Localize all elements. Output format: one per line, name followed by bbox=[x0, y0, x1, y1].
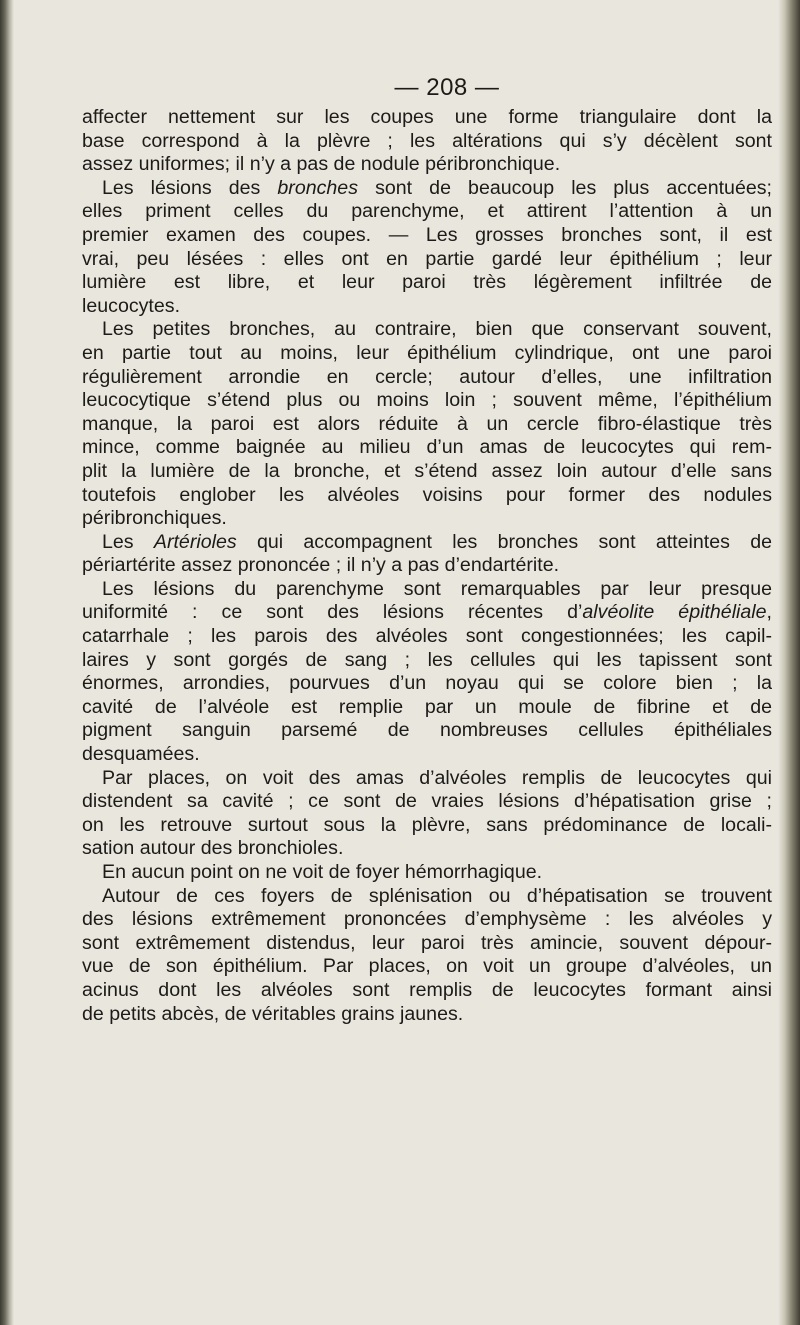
text-run: manque, la paroi est alors réduite à un cercle fibro-élastique très bbox=[82, 412, 772, 435]
text-line bbox=[82, 106, 772, 130]
scan-edge-left bbox=[0, 0, 14, 1325]
text-run: énormes, arrondies, pourvues d’un noyau qui se colore bien ; la bbox=[82, 672, 772, 695]
italic-term: alvéolite épithéliale bbox=[582, 601, 767, 624]
text-run: qui accompagnent les bronches sont atteintes de bbox=[236, 530, 772, 553]
text-run: de petits abcès, de véritables grains jaunes. bbox=[82, 1002, 464, 1025]
scan-edge-right bbox=[778, 0, 800, 1325]
page-number: — 208 — bbox=[394, 74, 500, 101]
text-run: Par places, on voit des amas d’alvéoles remplis de leucocytes qui bbox=[102, 766, 772, 789]
text-line bbox=[82, 248, 772, 272]
text-run: catarrhale ; les parois des alvéoles sont congestionnées; les capil- bbox=[82, 625, 772, 648]
text-line bbox=[82, 672, 772, 696]
text-run: des lésions extrêmement prononcées d’emphysème : les alvéoles y bbox=[82, 908, 772, 931]
text-line bbox=[82, 389, 772, 413]
text-line bbox=[82, 837, 772, 861]
text-line bbox=[82, 342, 772, 366]
text-line bbox=[82, 814, 772, 838]
text-line bbox=[82, 130, 772, 154]
text-run: périartérite assez prononcée ; il n’y a pas d’endartérite. bbox=[82, 554, 560, 577]
text-line bbox=[82, 908, 772, 932]
text-line bbox=[82, 625, 772, 649]
text-line bbox=[82, 578, 772, 602]
text-line bbox=[82, 790, 772, 814]
text-run: Autour de ces foyers de splénisation ou d’hépatisation se trouvent bbox=[102, 884, 772, 907]
text-run: Les lésions des bbox=[102, 176, 278, 199]
text-line bbox=[82, 932, 772, 956]
text-run: sation autour des bronchioles. bbox=[82, 837, 344, 860]
text-run: sont de beaucoup les plus accentuées; bbox=[358, 176, 772, 199]
text-run: toutefois englober les alvéoles voisins pour former des nodules bbox=[82, 483, 772, 506]
text-line bbox=[82, 224, 772, 248]
text-run: on les retrouve surtout sous la plèvre, sans prédominance de locali- bbox=[82, 813, 772, 836]
text-line bbox=[82, 767, 772, 791]
text-line bbox=[82, 601, 772, 625]
text-run: mince, comme baignée au milieu d’un amas de leucocytes qui rem- bbox=[82, 436, 772, 459]
text-run: cavité de l’alvéole est remplie par un moule de fibrine et de bbox=[82, 695, 772, 718]
text-run: laires y sont gorgés de sang ; les cellules qui les tapissent sont bbox=[82, 648, 772, 671]
text-line bbox=[82, 177, 772, 201]
text-line bbox=[82, 318, 772, 342]
text-line bbox=[82, 649, 772, 673]
text-run: assez uniformes; il n’y a pas de nodule péribronchique. bbox=[82, 153, 561, 176]
text-line bbox=[82, 885, 772, 909]
text-run: , bbox=[766, 601, 772, 624]
text-line bbox=[82, 484, 772, 508]
text-run: desquamées. bbox=[82, 743, 200, 766]
text-run: plit la lumière de la bronche, et s’étend assez loin autour d’elle sans bbox=[82, 459, 772, 482]
text-run: lumière est libre, et leur paroi très légèrement infiltrée de bbox=[82, 271, 772, 294]
text-line bbox=[82, 979, 772, 1003]
text-run: distendent sa cavité ; ce sont de vraies lésions d’hépatisation grise ; bbox=[82, 790, 772, 813]
text-run: elles priment celles du parenchyme, et attirent l’attention à un bbox=[82, 200, 772, 223]
italic-term: bronches bbox=[277, 176, 358, 199]
text-line bbox=[82, 295, 772, 319]
text-line bbox=[82, 955, 772, 979]
text-line bbox=[82, 413, 772, 437]
text-run: uniformité : ce sont des lésions récentes d’ bbox=[82, 601, 583, 624]
text-line bbox=[82, 507, 772, 531]
text-run: en partie tout au moins, leur épithélium cylindrique, ont une paroi bbox=[82, 341, 772, 364]
text-line bbox=[82, 719, 772, 743]
text-line bbox=[82, 436, 772, 460]
italic-term: Artérioles bbox=[153, 530, 237, 553]
body-text bbox=[82, 106, 772, 1026]
text-line bbox=[82, 1003, 772, 1027]
text-run: base correspond à la plèvre ; les altérations qui s’y décèlent sont bbox=[82, 129, 772, 152]
text-run: vrai, peu lésées : elles ont en partie gardé leur épithélium ; leur bbox=[82, 247, 772, 270]
text-run: En aucun point on ne voit de foyer hémorrhagique. bbox=[102, 861, 543, 883]
text-line bbox=[82, 366, 772, 390]
text-run: régulièrement arrondie en cercle; autour d’elles, une infiltration bbox=[82, 365, 772, 388]
text-run: Les bbox=[102, 530, 154, 553]
text-run: premier examen des coupes. — Les grosses bronches sont, il est bbox=[82, 223, 772, 246]
text-run: leucocytes. bbox=[82, 294, 181, 317]
text-run: acinus dont les alvéoles sont remplis de leucocytes formant ainsi bbox=[82, 978, 772, 1001]
text-line bbox=[82, 531, 772, 555]
text-run: Les petites bronches, au contraire, bien que conservant souvent, bbox=[102, 318, 772, 341]
text-line bbox=[82, 153, 772, 177]
text-run: vue de son épithélium. Par places, on voit un groupe d’alvéoles, un bbox=[82, 955, 772, 978]
text-run: Les lésions du parenchyme sont remarquables par leur presque bbox=[102, 577, 772, 600]
text-run: péribronchiques. bbox=[82, 507, 227, 530]
text-run: leucocytique s’étend plus ou moins loin ; souvent même, l’épithélium bbox=[82, 389, 772, 412]
text-line bbox=[82, 554, 772, 578]
text-line bbox=[82, 460, 772, 484]
text-line bbox=[82, 743, 772, 767]
text-line bbox=[82, 696, 772, 720]
text-run: sont extrêmement distendus, leur paroi très amincie, souvent dépour- bbox=[82, 931, 772, 954]
text-line bbox=[82, 200, 772, 224]
text-run: affecter nettement sur les coupes une forme triangulaire dont la bbox=[82, 106, 772, 128]
text-run: pigment sanguin parsemé de nombreuses cellules épithéliales bbox=[82, 719, 772, 742]
text-line bbox=[82, 271, 772, 295]
text-line bbox=[82, 861, 772, 885]
